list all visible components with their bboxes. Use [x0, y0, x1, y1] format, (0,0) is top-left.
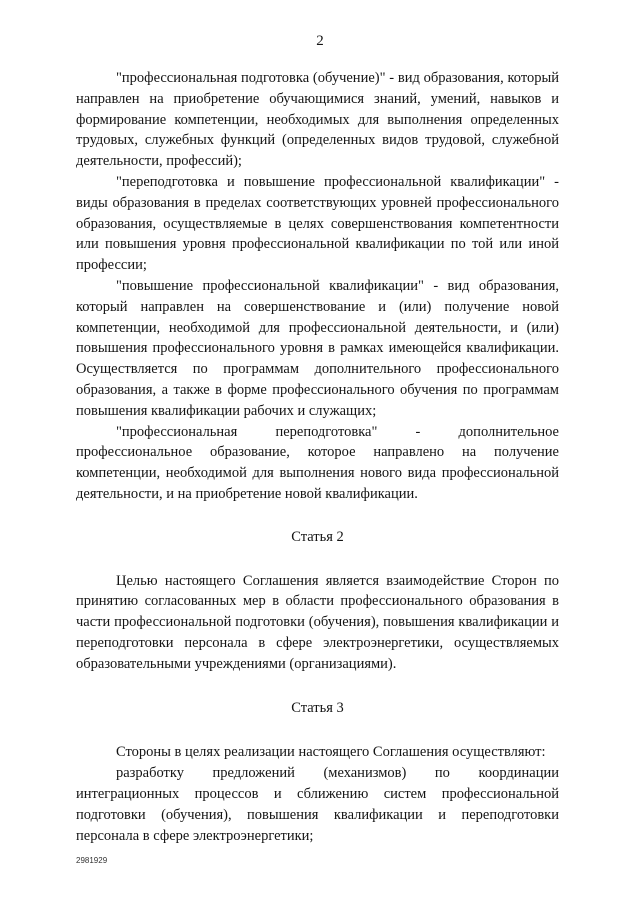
definition-paragraph-4: "профессиональная переподготовка" - дополнительное профессиональное образование, которое направлено на получение компетенции, необходимой для выполнения нового вида профессиональной деятельности, и на приобретение новой квалификации.	[76, 423, 559, 502]
article-3-item-1: разработку предложений (механизмов) по координации интеграционных процессов и сближению систем профессиональной подготовки (обучения), повышения квалификации и переподготовки персонала в сфере электроэнергетики;	[76, 765, 559, 844]
article-2-paragraph: Целью настоящего Соглашения является взаимодействие Сторон по принятию согласованных мер в области профессионального образования в части профессиональной подготовки (обучения), повышения квалификации и переподготовки персонала в сфере электроэнергетики, осуществляемых образовательными учреждениями (организациями).	[76, 572, 559, 672]
document-code: 2981929	[76, 856, 108, 865]
article-2-heading: Статья 2	[291, 528, 344, 545]
article-3-intro: Стороны в целях реализации настоящего Соглашения осуществляют:	[116, 744, 546, 761]
definition-paragraph-1: "профессиональная подготовка (обучение)" - вид образования, который направлен на приобретение обучающимися знаний, умений, навыков и формирование компетенции, необходимых для выполнения определенных трудовых, служебных функций (определенных видов трудовой, служебной деятельности, профессий);	[76, 70, 559, 170]
definition-paragraph-3: "повышение профессиональной квалификации" - вид образования, который направлен на совершенствование и (или) получение новой компетенции, необходимой для профессиональной деятельности, и (или) повышения профессионального уровня в рамках имеющейся квалификации. Осуществляется по программам дополнительного профессионального образования, а также в форме профессионального обучения по программам повышения квалификации рабочих и служащих;	[76, 277, 559, 419]
page-number: 2	[316, 33, 324, 49]
document-body	[76, 68, 559, 846]
article-3-heading: Статья 3	[291, 699, 344, 716]
definition-paragraph-2: "переподготовка и повышение профессиональной квалификации" - виды образования в пределах соответствующих уровней профессионального образования, осуществляемые в целях совершенствования компетентности или повышения уровня профессиональной квалификации по той или иной профессии;	[76, 173, 559, 274]
